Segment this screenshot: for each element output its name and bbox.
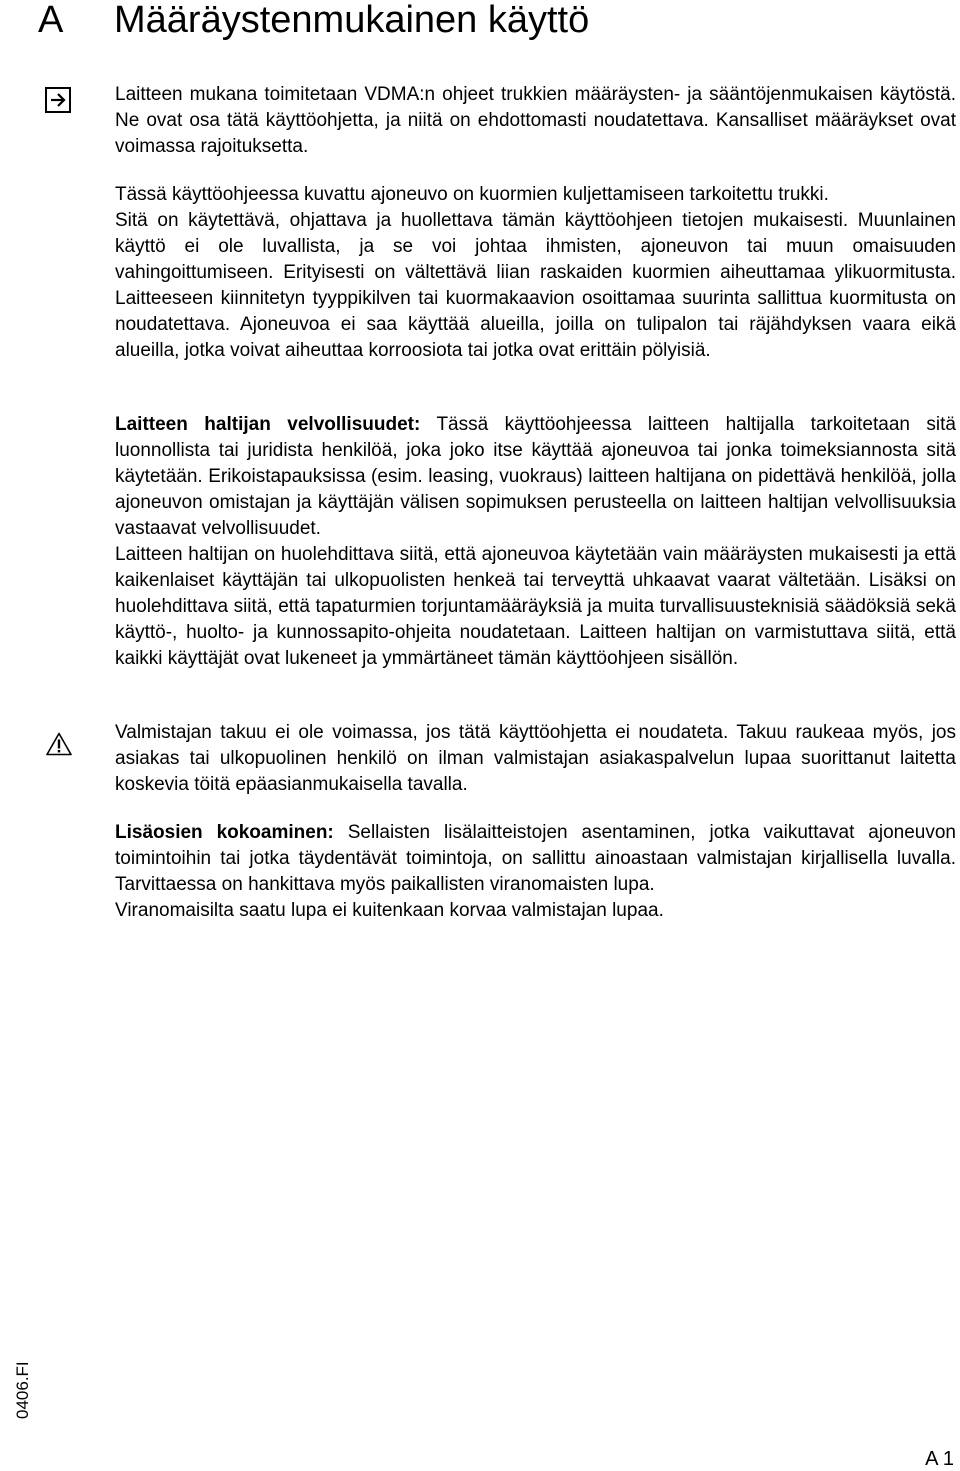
paragraph-owner-responsibility: Laitteen haltijan on huolehdittava siitä, että ajoneuvoa käytetään vain määräysten mukaisesti ja että kaikenlaiset käyttäjän tai ulkopuolisten henkeä tai terveyttä uhkaavat vaarat vältetään. Lisäksi on huolehdittava siitä, että tapaturmien torjuntamääräyksiä ja muita turvallisuusteknisiä säädöksiä sekä käyttö-, huolto- ja kunnossapito-ohjeita noudatetaan. Laitteen haltijan on varmistuttava siitä, että kaikki käyttäjät ovat lukeneet ja ymmärtäneet tämän käyttöohjeen sisällön. — [115, 544, 956, 669]
paragraph-vdma: Laitteen mukana toimitetaan VDMA:n ohjeet trukkien määräysten- ja sääntöjenmukaisen käytöstä. Ne ovat osa tätä käyttöohjetta, ja niitä on ehdottomasti noudatettava. Kansalliset määräykset ovat voimassa rajoituksetta. — [115, 84, 956, 157]
usage-section — [115, 182, 956, 364]
page-title: Määräystenmukainen käyttö — [114, 0, 590, 41]
paragraph-warranty: Valmistajan takuu ei ole voimassa, jos tätä käyttöohjetta ei noudateta. Takuu raukeaa myös, jos asiakas tai ulkopuolinen henkilö on ilman valmistajan asiakaspalvelun lupaa suorittanut laitetta koskevia töitä epäasianmukaisella tavalla. — [115, 722, 956, 795]
paragraph-vehicle-purpose: Tässä käyttöohjeessa kuvattu ajoneuvo on kuormien kuljettamiseen tarkoitettu trukki. — [115, 184, 829, 205]
paragraph-owner-obligations — [115, 412, 956, 542]
accessories-label: Lisäosien kokoaminen: — [115, 822, 334, 843]
paragraph-usage-rules: Sitä on käytettävä, ohjattava ja huollettava tämän käyttöohjeen tietojen mukaisesti. Muunlainen käyttö ei ole luvallista, ja se voi johtaa ihmisten, ajoneuvon tai muun omaisuuden vahingoittumiseen. Erityisesti on vältettävä liian raskaiden kuormien aiheuttamaa ylikuormitusta. Laitteeseen kiinnitetyn tyyppikilven tai kuormakaavion osoittamaa suurinta sallittua kuormitusta on noudatettava. Ajoneuvoa ei saa käyttää alueilla, joilla on tulipalon tai räjähdyksen vaara eikä alueilla, jotka voivat aiheuttaa korroosiota tai jotka ovat erittäin pölyisiä. — [115, 210, 956, 361]
owner-obligations-section — [115, 412, 956, 672]
arrow-right-icon — [45, 87, 71, 113]
page-number: A 1 — [925, 1448, 954, 1470]
intro-section — [115, 82, 956, 160]
warning-icon — [46, 732, 72, 761]
section-letter: A — [38, 0, 64, 41]
paragraph-authority-permit: Viranomaisilta saatu lupa ei kuitenkaan korvaa valmistajan lupaa. — [115, 900, 664, 921]
owner-obligations-label: Laitteen haltijan velvollisuudet: — [115, 414, 421, 435]
paragraph-accessories — [115, 820, 956, 898]
warranty-section — [115, 720, 956, 798]
accessories-text: Sellaisten lisälaitteistojen asentaminen, jotka vaikuttavat ajoneuvon toimintoihin tai jotka täydentävät toimintoja, on sallittu ainoastaan valmistajan kirjallisella luvalla. Tarvittaessa on hankittava myös paikallisten viranomaisten lupa. — [115, 822, 956, 895]
owner-obligations-text: Tässä käyttöohjeessa laitteen haltijalla tarkoitetaan sitä luonnollista tai juridista henkilöä, joka joko itse käyttää ajoneuvoa tai jonka toimeksiannosta sitä käytetään. Erikoistapauksissa (esim. leasing, vuokraus) laitteen haltijana on pidettävä henkilöä, jolla ajoneuvon omistajan ja käyttäjän välisen sopimuksen perusteella on laitteen haltijan velvollisuuksia vastaavat velvollisuudet. — [115, 414, 956, 539]
document-code: 0406.FI — [13, 1361, 32, 1419]
accessories-section — [115, 820, 956, 924]
